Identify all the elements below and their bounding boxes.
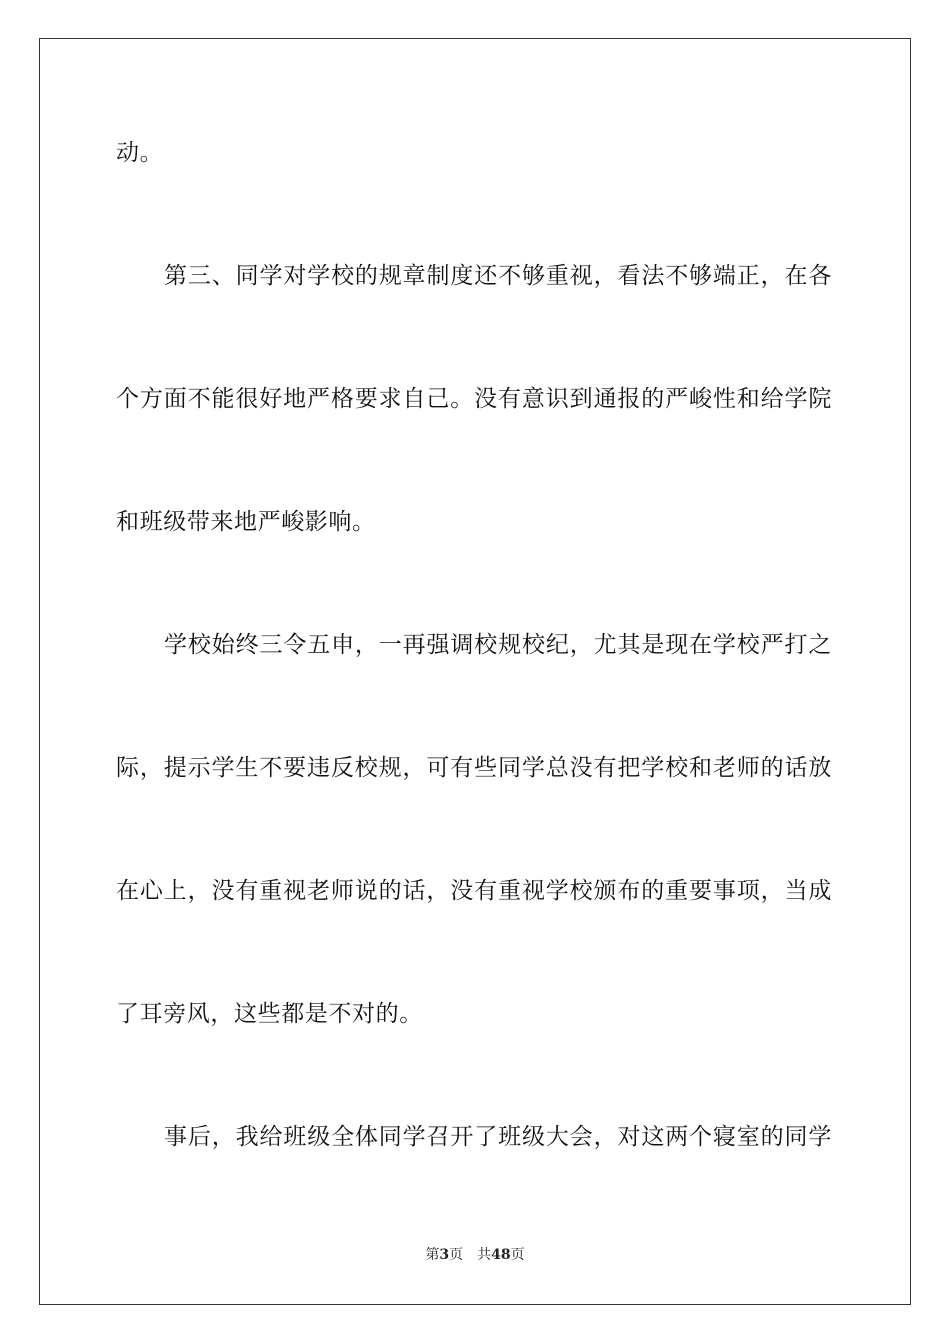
text-line: 在心上，没有重视老师说的话，没有重视学校颁布的重要事项，当成 bbox=[116, 878, 832, 904]
text-line: 事后，我给班级全体同学召开了班级大会，对这两个寝室的同学 bbox=[164, 1124, 832, 1150]
text-line: 动。 bbox=[116, 140, 164, 166]
text-line: 际，提示学生不要违反校规，可有些同学总没有把学校和老师的话放 bbox=[116, 755, 832, 781]
text-line: 个方面不能很好地严格要求自己。没有意识到通报的严峻性和给学院 bbox=[116, 386, 832, 412]
text-line: 了耳旁风，这些都是不对的。 bbox=[116, 1001, 423, 1027]
total-prefix: 共 bbox=[477, 1247, 492, 1263]
page-suffix: 页 bbox=[449, 1247, 464, 1263]
total-pages: 48 bbox=[491, 1247, 511, 1263]
text-line: 学校始终三令五申，一再强调校规校纪，尤其是现在学校严打之 bbox=[164, 632, 832, 658]
page-footer bbox=[0, 1246, 950, 1264]
page-number: 3 bbox=[439, 1247, 450, 1263]
text-line: 和班级带来地严峻影响。 bbox=[116, 509, 376, 535]
page-frame bbox=[39, 38, 911, 1305]
text-line: 第三、同学对学校的规章制度还不够重视，看法不够端正，在各 bbox=[164, 263, 832, 289]
total-suffix: 页 bbox=[510, 1247, 525, 1263]
page-prefix: 第 bbox=[425, 1247, 440, 1263]
